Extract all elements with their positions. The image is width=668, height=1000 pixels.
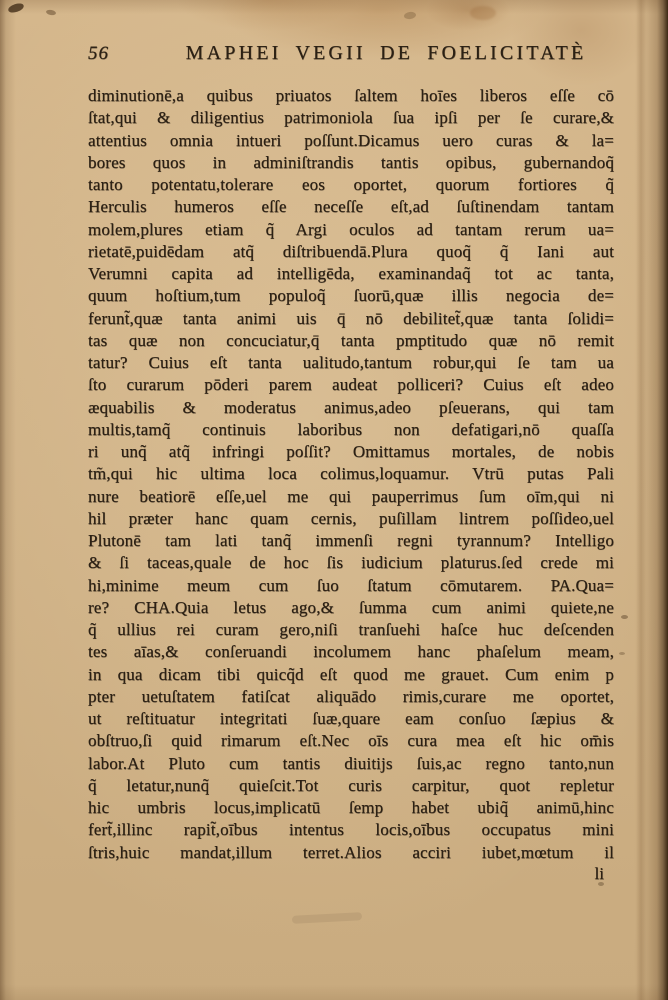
text-line: in qua dicam tibi quicq̃d eſt quod me grauet. Cum enim p	[88, 664, 614, 684]
page-edge-shadow	[634, 0, 668, 1000]
body-text-block	[88, 85, 614, 864]
page-number: 56	[88, 43, 109, 64]
text-line: nure beatiorē eſſe,uel me qui pauperrimus ſum oīm,qui ni	[88, 486, 614, 506]
text-line: ferunt̃,quæ tanta animi uis q̄ nō debilitet̃,quæ tanta ſolidi=	[88, 308, 614, 328]
text-line: ſtat,qui & diligentius patrimoniola ſua ipſi per ſe curare,&	[88, 108, 614, 128]
text-line: æquabilis & moderatus animus,adeo pſeuerans, qui tam	[88, 397, 614, 417]
text-line: bores quos in adminiſtrandis tantis opibus, gubernandoq̃	[88, 152, 614, 172]
text-line: Plutonē tam lati tanq̃ immenſi regni tyrannum? Intelligo	[88, 531, 614, 550]
text-line: q̃ ullius rei curam gero,niſi tranſuehi haſce huc deſcenden	[88, 620, 614, 639]
catchword: li	[594, 864, 604, 883]
text-line: ſto curarum pōderi parem audeat polliceri? Cuius eſt adeo	[88, 375, 614, 395]
text-line: multis,tamq̃ continuis laboribus non defatigari,nō quaſſa	[88, 419, 614, 439]
running-header	[88, 42, 622, 65]
text-line: hil præter hanc quam cernis, puſillam lintrem poſſideo,uel	[88, 508, 614, 528]
paper-stain	[470, 6, 496, 20]
text-line: attentius omnia intueri poſſunt.Dicamus uero curas & la=	[88, 130, 614, 150]
text-line: tanto potentatu,tolerare eos oportet, quorum fortiores q̃	[88, 175, 614, 194]
text-line: obſtruo,ſi quid rimarum eſt.Nec oīs cura mea eſt hic om̄is	[88, 731, 614, 751]
ink-speck	[7, 2, 25, 15]
ink-speck	[619, 652, 625, 655]
text-line: tas quæ non concuciatur,q̄ tanta pmptitudo quæ nō remit	[88, 330, 614, 350]
text-line: & ſi taceas,quale de hoc ſis iudicium platurus.ſed crede mi	[88, 553, 614, 573]
text-line: molem,plures etiam q̃ Argi oculos ad tantam rerum ua=	[88, 219, 614, 239]
text-line: re? CHA.Quia letus ago,& ſumma cum animi quiete,ne	[88, 597, 614, 617]
text-line: quum hoſtium,tum populoq̃ ſuorū,quæ illis negocia de=	[88, 286, 614, 306]
text-line: ut reſtituatur integritati ſuæ,quare eam conſuo ſæpius &	[88, 709, 614, 728]
text-line: diminutionē,a quibus priuatos ſaltem hoīes liberos eſſe cō	[88, 86, 614, 105]
text-line: ſtris,huic mandat,illum terret.Alios acciri iubet,mœtum il	[88, 842, 614, 862]
text-line: Verumni capita ad intelligēda, examinandaq̃ tot ac tanta,	[88, 264, 614, 283]
text-line: fert̃,illinc rapit̃,oībus intentus locis,oībus occupatus mini	[88, 820, 614, 840]
ink-speck	[598, 882, 604, 886]
text-line: Herculis humeros eſſe neceſſe eſt,ad ſuſtinendam tantam	[88, 197, 614, 217]
text-line: hi,minime meum cum ſuo ſtatum cōmutarem. PA.Qua=	[88, 575, 614, 595]
ink-speck	[404, 11, 417, 20]
running-title: MAPHEI VEGII DE FOELICITATÈ	[185, 42, 587, 64]
text-line: hic umbris locus,implicatū ſemp habet ubiq̃ animū,hinc	[88, 798, 614, 817]
text-line: pter uetuſtatem fatiſcat aliquādo rimis,curare me oportet,	[88, 686, 614, 706]
text-line: tatur? Cuius eſt tanta ualitudo,tantum robur,qui ſe tam ua	[88, 353, 614, 372]
ink-speck	[46, 9, 57, 16]
text-line: ri unq̃ atq̃ infringi poſſit? Omittamus mortales, de nobis	[88, 442, 614, 461]
ink-speck	[621, 615, 628, 619]
text-line: rietatē,puidēdam atq̃ diſtribuendā.Plura quoq̃ q̃ Iani aut	[88, 241, 614, 261]
paper-smudge	[292, 912, 362, 924]
text-line: labor.At Pluto cum tantis diuitijs ſuis,ac regno tanto,nun	[88, 753, 614, 773]
text-line: tes aīas,& conſeruandi incolumem hanc phaſelum meam,	[88, 642, 614, 662]
text-line: q̃ letatur,nunq̃ quieſcit.Tot curis carpitur, quot repletur	[88, 775, 614, 795]
text-line: tm̃,qui hic ultima loca colimus,loquamur. Vtrū putas Pali	[88, 464, 614, 484]
